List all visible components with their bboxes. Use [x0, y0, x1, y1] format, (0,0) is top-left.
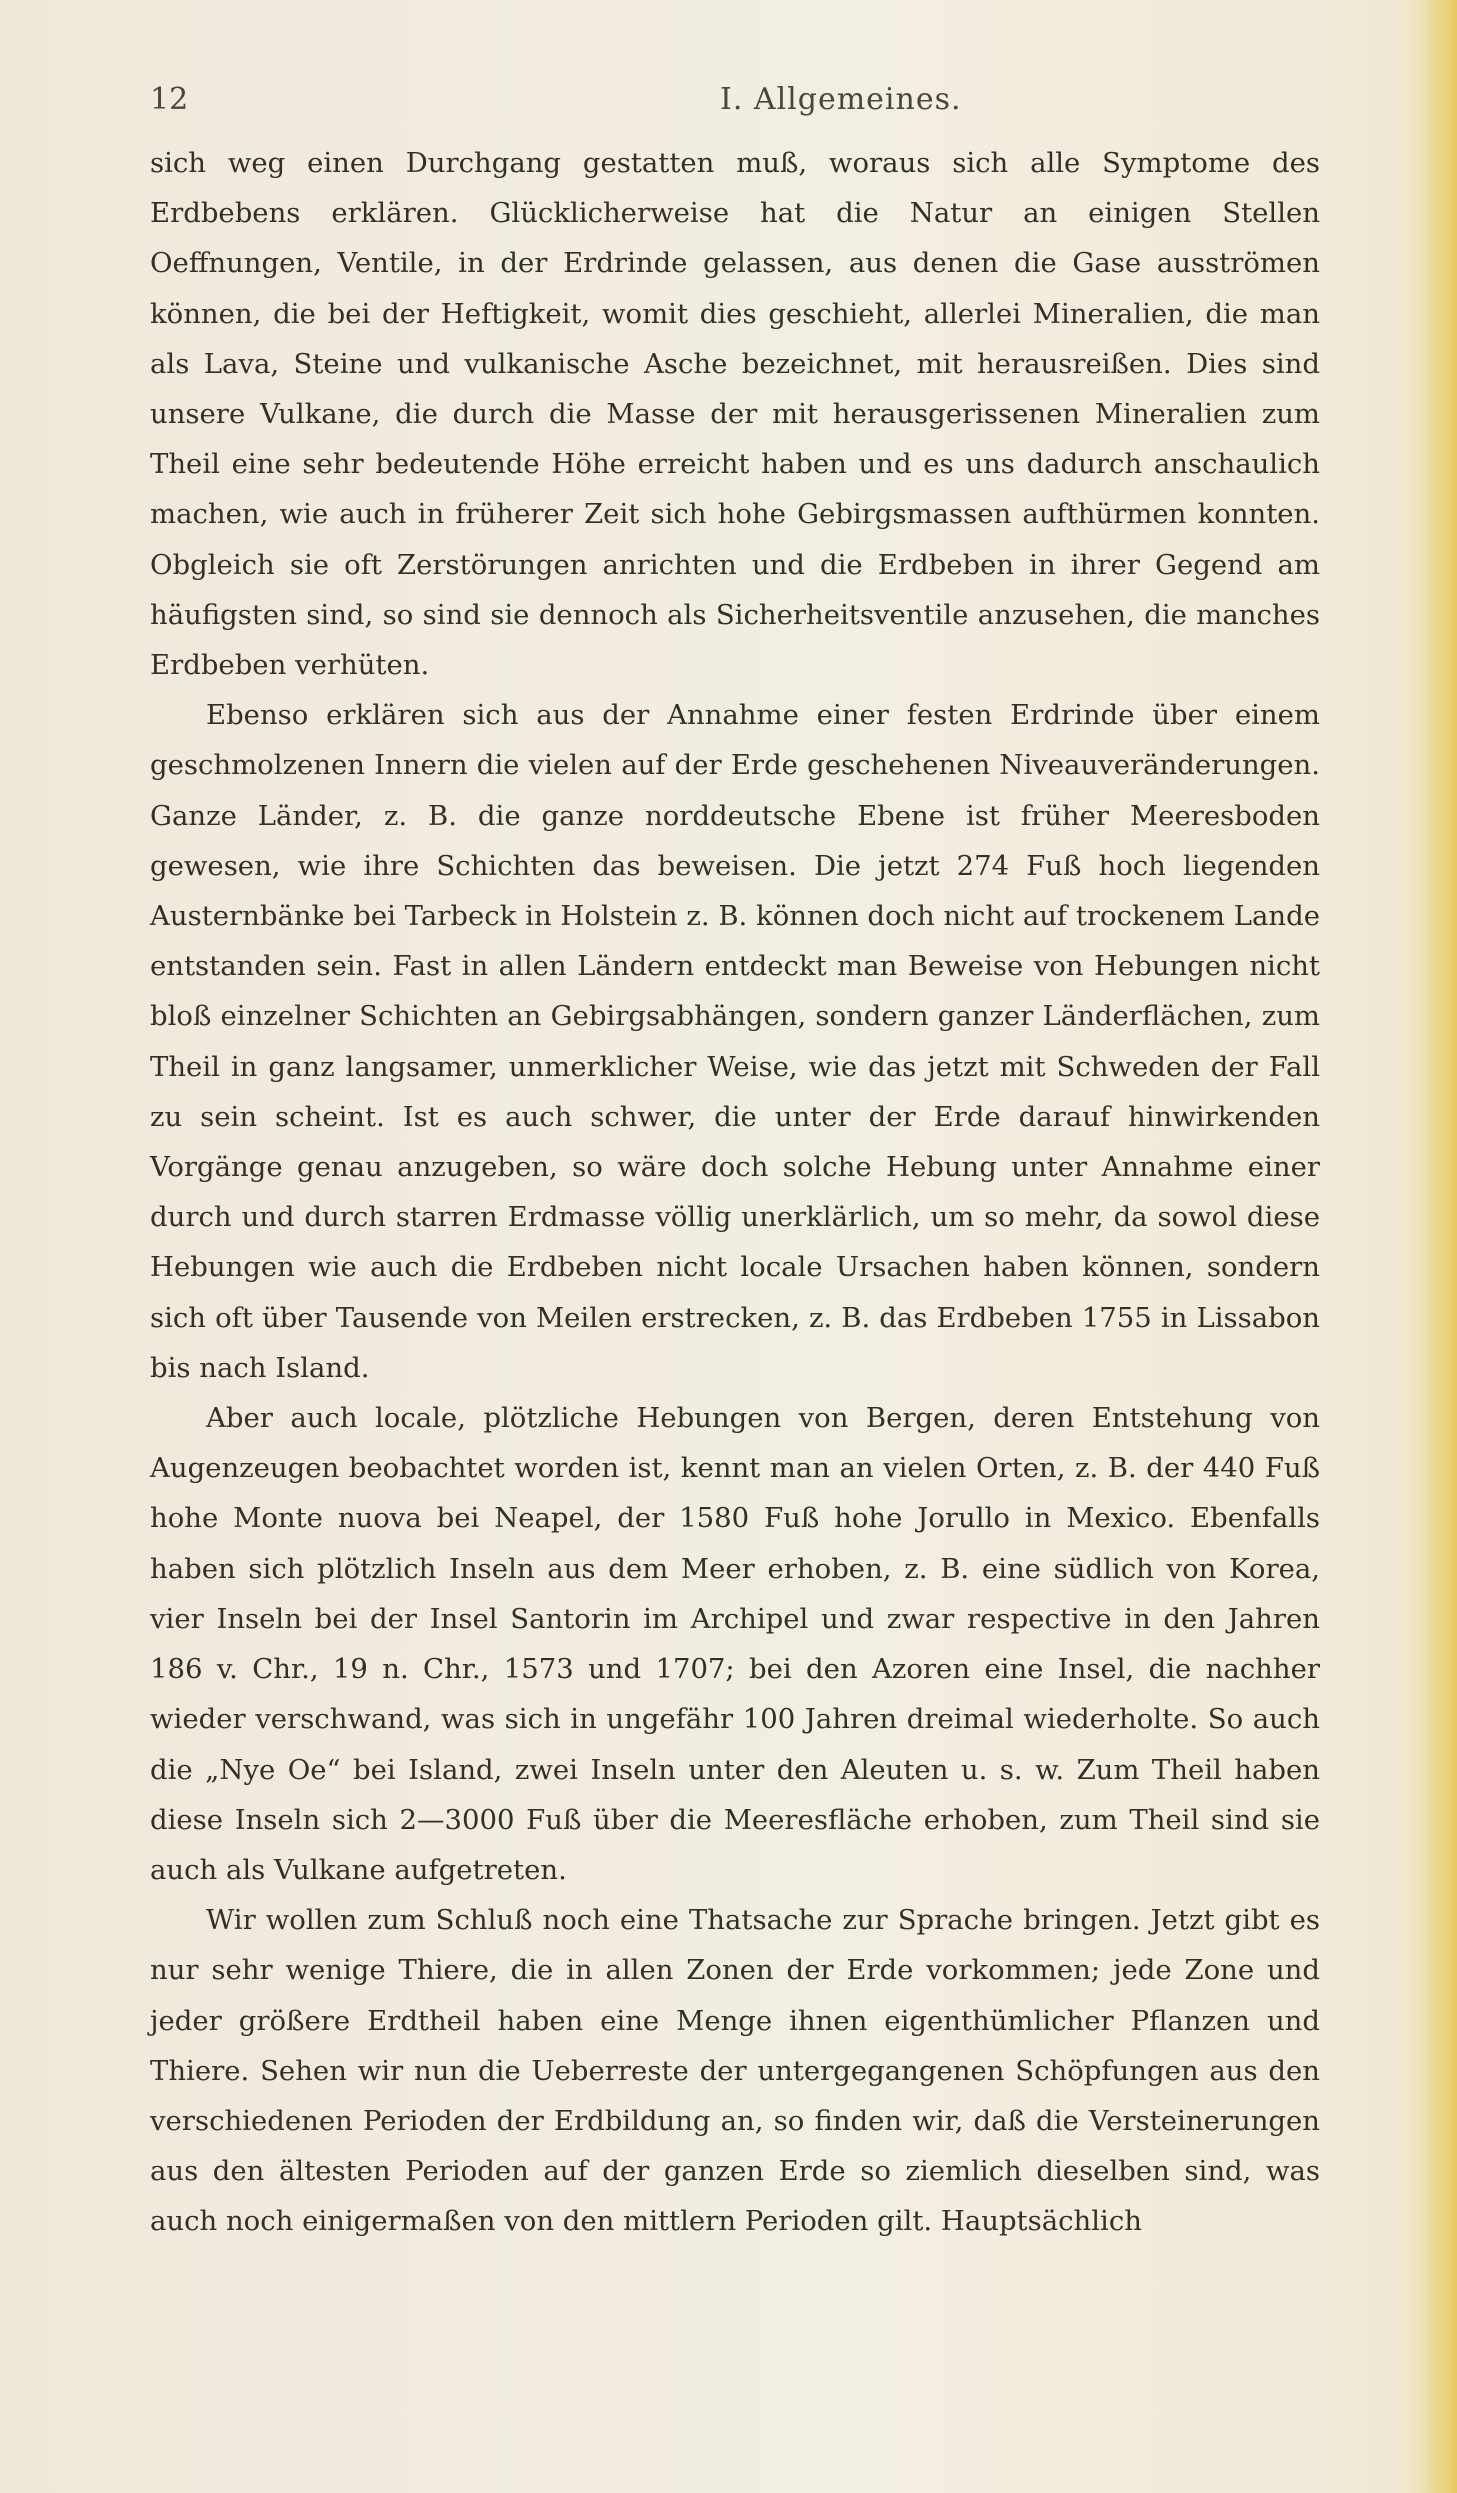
paragraph-4: Wir wollen zum Schluß noch eine Thatsache zur Sprache bringen. Jetzt gibt es nur sehr wenige Thiere, die in allen Zonen der Erde vorkommen; jede Zone und jeder größere Erdtheil haben eine Menge ihnen eigenthümlicher Pflanzen und Thiere. Sehen wir nun die Ueberreste der untergegangenen Schöpfungen aus den verschiedenen Perioden der Erdbildung an, so finden wir, daß die Versteinerungen aus den ältesten Perioden auf der ganzen Erde so ziemlich dieselben sind, was auch noch einigermaßen von den mittlern Perioden gilt. Hauptsächlich: [150, 1904, 1320, 2238]
page-edge: [1423, 0, 1457, 2493]
paragraph-1: sich weg einen Durchgang gestatten muß, woraus sich alle Symptome des Erdbebens erklären. Glücklicherweise hat die Natur an einigen Stellen Oeffnungen, Ventile, in der Erdrinde gelassen, aus denen die Gase ausströmen können, die bei der Heftigkeit, womit dies geschieht, allerlei Mineralien, die man als Lava, Steine und vulkanische Asche bezeichnet, mit herausreißen. Dies sind unsere Vulkane, die durch die Masse der mit herausgerissenen Mineralien zum Theil eine sehr bedeutende Höhe erreicht haben und es uns dadurch anschaulich machen, wie auch in früherer Zeit sich hohe Gebirgsmassen aufthürmen konnten. Obgleich sie oft Zerstörungen anrichten und die Erdbeben in ihrer Gegend am häufigsten sind, so sind sie dennoch als Sicherheitsventile anzusehen, die manches Erdbeben verhüten.: [150, 147, 1320, 682]
body-text: [150, 138, 1320, 2247]
page-header: [150, 82, 1350, 122]
page-number: 12: [150, 82, 189, 117]
running-head: I. Allgemeines.: [720, 82, 962, 117]
paragraph-2: Ebenso erklären sich aus der Annahme einer festen Erdrinde über einem geschmolzenen Innern die vielen auf der Erde geschehenen Niveauveränderungen. Ganze Länder, z. B. die ganze norddeutsche Ebene ist früher Meeresboden gewesen, wie ihre Schichten das beweisen. Die jetzt 274 Fuß hoch liegenden Austernbänke bei Tarbeck in Holstein z. B. können doch nicht auf trockenem Lande entstanden sein. Fast in allen Ländern entdeckt man Beweise von Hebungen nicht bloß einzelner Schichten an Gebirgsabhängen, sondern ganzer Länderflächen, zum Theil in ganz langsamer, unmerklicher Weise, wie das jetzt mit Schweden der Fall zu sein scheint. Ist es auch schwer, die unter der Erde darauf hinwirkenden Vorgänge genau anzugeben, so wäre doch solche Hebung unter Annahme einer durch und durch starren Erdmasse völlig unerklärlich, um so mehr, da sowol diese Hebungen wie auch die Erdbeben nicht locale Ursachen haben können, sondern sich oft über Tausende von Meilen erstrecken, z. B. das Erdbeben 1755 in Lissabon bis nach Island.: [150, 699, 1320, 1384]
paragraph-3: Aber auch locale, plötzliche Hebungen von Bergen, deren Entstehung von Augenzeugen beobachtet worden ist, kennt man an vielen Orten, z. B. der 440 Fuß hohe Monte nuova bei Neapel, der 1580 Fuß hohe Jorullo in Mexico. Ebenfalls haben sich plötzlich Inseln aus dem Meer erhoben, z. B. eine südlich von Korea, vier Inseln bei der Insel Santorin im Archipel und zwar respective in den Jahren 186 v. Chr., 19 n. Chr., 1573 und 1707; bei den Azoren eine Insel, die nachher wieder verschwand, was sich in ungefähr 100 Jahren dreimal wiederholte. So auch die „Nye Oe“ bei Island, zwei Inseln unter den Aleuten u. s. w. Zum Theil haben diese Inseln sich 2—3000 Fuß über die Meeresfläche erhoben, zum Theil sind sie auch als Vulkane aufgetreten.: [150, 1402, 1320, 1886]
